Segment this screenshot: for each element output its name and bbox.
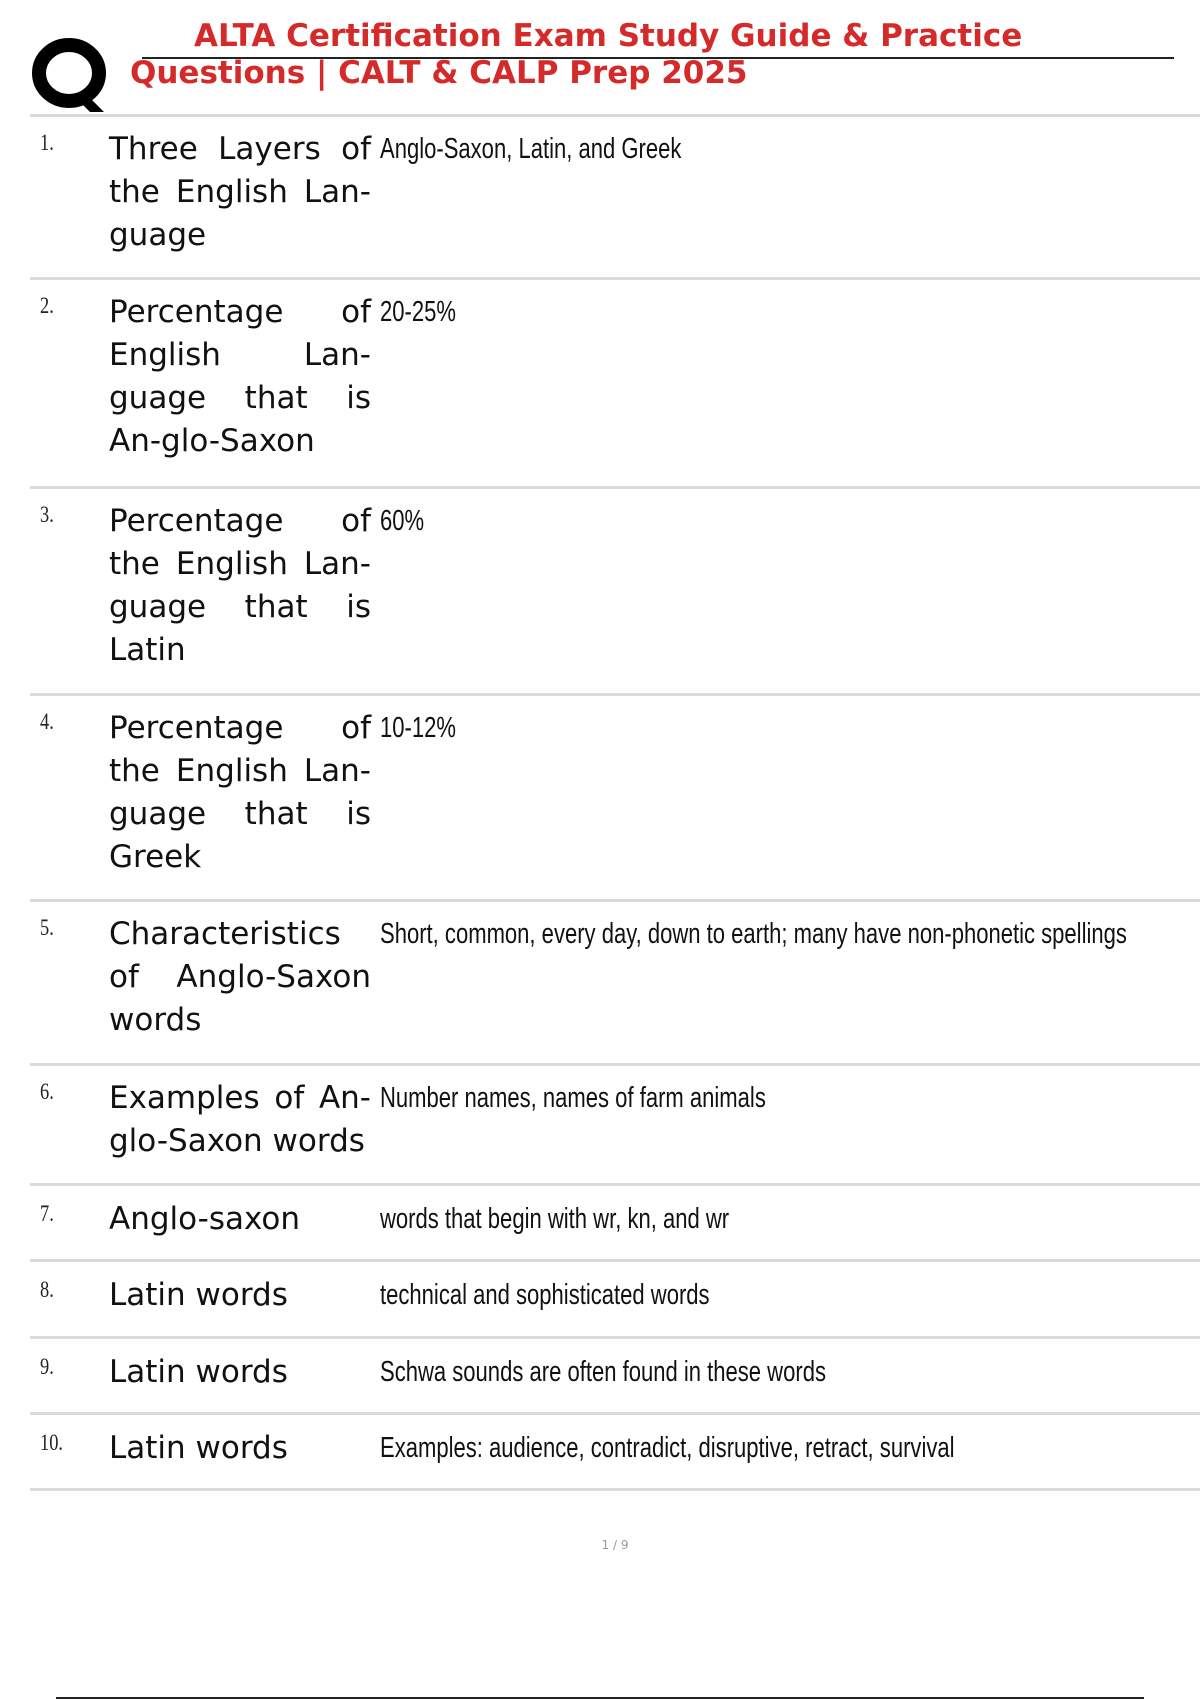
card-row: [30, 1412, 1200, 1491]
card-row: [30, 1259, 1200, 1336]
card-number: 6.: [40, 1079, 54, 1104]
card-term: Anglo-saxon: [109, 1201, 301, 1237]
card-term: Three Layers of the English Lan-guage: [109, 131, 371, 253]
card-row: [30, 1183, 1200, 1259]
card-definition: 10-12%: [380, 712, 456, 744]
card-definition: Short, common, every day, down to earth; many have non-phonetic spellings: [380, 918, 1127, 950]
card-number: 5.: [40, 915, 54, 940]
card-term: Percentage of the English Lan-guage that is Greek: [109, 710, 371, 875]
card-definition: technical and sophisticated words: [380, 1279, 710, 1311]
footer-rule: [56, 1697, 1144, 1699]
card-term: Characteristics of Anglo-Saxon words: [109, 916, 371, 1038]
card-term: Examples of An-glo-Saxon words: [109, 1080, 371, 1159]
page-header: [30, 18, 1200, 113]
page-number: 1 / 9: [601, 1538, 629, 1552]
card-number: 4.: [40, 709, 54, 734]
card-row: [30, 1336, 1200, 1412]
card-term: Latin words: [109, 1277, 288, 1313]
card-term: Percentage of English Lan-guage that is An-glo-Saxon: [109, 294, 371, 459]
card-definition: 60%: [380, 505, 425, 537]
card-definition: Number names, names of farm animals: [380, 1082, 766, 1114]
flashcard-table: [30, 114, 1200, 1491]
card-row: [30, 693, 1200, 899]
card-number: 1.: [40, 130, 54, 155]
document-title: ALTA Certification Exam Study Guide & Practice Questions | CALT & CALP Prep 2025: [130, 18, 1023, 91]
card-definition: Anglo-Saxon, Latin, and Greek: [380, 133, 682, 165]
card-row: [30, 486, 1200, 693]
card-number: 9.: [40, 1354, 54, 1379]
card-row: [30, 277, 1200, 486]
card-definition: 20-25%: [380, 296, 456, 328]
card-term: Percentage of the English Lan-guage that is Latin: [109, 503, 371, 668]
card-term: Latin words: [109, 1354, 288, 1390]
card-number: 7.: [40, 1201, 54, 1226]
card-definition: Examples: audience, contradict, disruptive, retract, survival: [380, 1432, 955, 1464]
card-number: 3.: [40, 502, 54, 527]
card-definition: words that begin with wr, kn, and wr: [380, 1203, 730, 1235]
q-logo-icon: [32, 34, 110, 112]
card-row: [30, 114, 1200, 277]
card-number: 8.: [40, 1277, 54, 1302]
card-row: [30, 899, 1200, 1063]
card-number: 10.: [40, 1430, 63, 1455]
card-row: [30, 1063, 1200, 1183]
card-term: Latin words: [109, 1430, 288, 1466]
card-definition: Schwa sounds are often found in these words: [380, 1356, 826, 1388]
card-number: 2.: [40, 293, 54, 318]
